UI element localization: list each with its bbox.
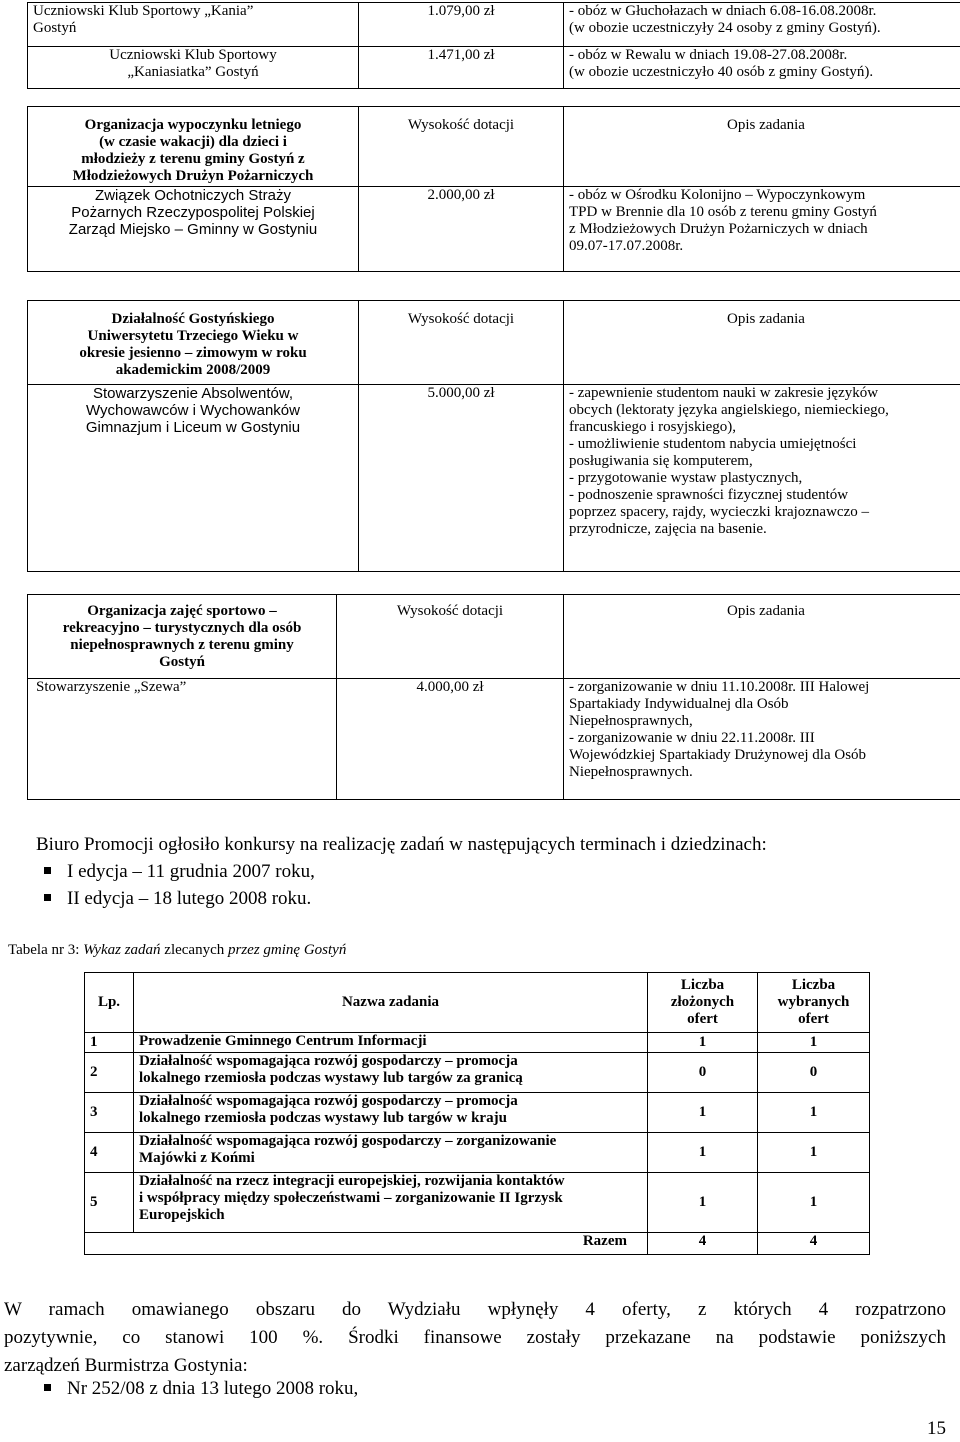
table-header-row — [85, 973, 870, 1033]
submitted-cell: 1 — [648, 1133, 758, 1173]
section-title: Organizacja wypoczynku letniego (w czasie wakacji) dla dzieci i młodzieży z terenu gminy Gostyń z Młodzieżowych Drużyn Pożarniczych — [28, 107, 359, 187]
total-row — [85, 1233, 870, 1255]
decree-item: Nr 252/08 z dnia 13 lutego 2008 roku, — [44, 1378, 358, 1400]
selected-offers-header: Liczba wybranych ofert — [758, 973, 870, 1033]
selected-cell: 1 — [758, 1173, 870, 1233]
description-header: Opis zadania — [564, 301, 960, 385]
tasks-table — [84, 972, 870, 1255]
selected-cell: 0 — [758, 1053, 870, 1093]
lp-cell: 3 — [85, 1093, 134, 1133]
intro-paragraph: Biuro Promocji ogłosiło konkursy na realizację zadań w następujących terminach i dziedzinach: — [36, 834, 767, 855]
org-cell: Stowarzyszenie „Szewa” — [28, 679, 337, 800]
square-bullet-icon — [44, 1384, 51, 1391]
submitted-offers-header: Liczba złożonych ofert — [648, 973, 758, 1033]
lp-header: Lp. — [85, 973, 134, 1033]
selected-cell: 1 — [758, 1093, 870, 1133]
lp-cell: 2 — [85, 1053, 134, 1093]
description-header: Opis zadania — [564, 595, 960, 679]
square-bullet-icon — [44, 894, 51, 901]
amount-cell: 5.000,00 zł — [359, 385, 564, 572]
description-cell: - obóz w Ośrodku Kolonijno – Wypoczynkowym TPD w Brennie dla 10 osób z terenu gminy Gostyń z Młodzieżowych Drużyn Pożarniczych w dniach 09.07-17.07.2008r. — [564, 187, 960, 272]
amount-cell: 2.000,00 zł — [359, 187, 564, 272]
submitted-cell: 1 — [648, 1093, 758, 1133]
description-cell: - obóz w Głuchołazach w dniach 6.08-16.08.2008r. (w obozie uczestniczyły 24 osoby z gminy Gostyń). — [564, 3, 960, 47]
total-label: Razem — [85, 1233, 648, 1255]
amount-header: Wysokość dotacji — [359, 107, 564, 187]
org-cell: Stowarzyszenie Absolwentów, Wychowawców i Wychowanków Gimnazjum i Liceum w Gostyniu — [28, 385, 359, 572]
amount-header: Wysokość dotacji — [359, 301, 564, 385]
description-header: Opis zadania — [564, 107, 960, 187]
grant-section-university — [27, 300, 960, 572]
amount-header: Wysokość dotacji — [337, 595, 564, 679]
table-row — [85, 1033, 870, 1053]
table-row — [85, 1093, 870, 1133]
task-name-cell: Działalność wspomagająca rozwój gospodarczy – promocja lokalnego rzemiosła podczas wystawy lub targów w kraju — [134, 1093, 648, 1133]
table-row — [28, 385, 960, 572]
summary-paragraph: W ramach omawianego obszaru do Wydziału wpłynęły 4 oferty, z których 4 rozpatrzono pozytywnie, co stanowi 100 %. Środki finansowe zostały przekazane na podstawie poniższych zarządzeń Burmistrza Gostynia: — [4, 1299, 946, 1376]
table-row — [28, 47, 960, 89]
task-name-cell: Działalność na rzecz integracji europejskiej, rozwijania kontaktów i współpracy między społeczeństwami – zorganizowanie II Igrzysk Europejskich — [134, 1173, 648, 1233]
section-title: Organizacja zajęć sportowo – rekreacyjno – turystycznych dla osób niepełnosprawnych z terenu gminy Gostyń — [28, 595, 337, 679]
org-cell: Związek Ochotniczych Straży Pożarnych Rzeczypospolitej Polskiej Zarząd Miejsko – Gminny w Gostyniu — [28, 187, 359, 272]
table-caption: Tabela nr 3: Wykaz zadań zlecanych przez gminę Gostyń — [8, 942, 347, 958]
lp-cell: 4 — [85, 1133, 134, 1173]
description-cell: - zorganizowanie w dniu 11.10.2008r. III Halowej Spartakiady Indywidualnej dla Osób Niepełnosprawnych, - zorganizowanie w dniu 22.11.2008r. III Wojewódzkiej Spartakiady Drużynowej dla Osób Niepełnosprawnych. — [564, 679, 960, 800]
submitted-cell: 1 — [648, 1033, 758, 1053]
task-name-cell: Prowadzenie Gminnego Centrum Informacji — [134, 1033, 648, 1053]
section-header-row — [28, 107, 960, 187]
submitted-cell: 1 — [648, 1173, 758, 1233]
amount-cell: 4.000,00 zł — [337, 679, 564, 800]
table-row — [28, 187, 960, 272]
edition-item: I edycja – 11 grudnia 2007 roku, — [44, 861, 315, 883]
amount-cell: 1.471,00 zł — [359, 47, 564, 89]
org-cell: Uczniowski Klub Sportowy „Kania” Gostyń — [28, 3, 359, 47]
table-row — [28, 679, 960, 800]
section-header-row — [28, 595, 960, 679]
grant-section-disabled-sports — [27, 594, 960, 800]
edition-item: II edycja – 18 lutego 2008 roku. — [44, 888, 311, 910]
square-bullet-icon — [44, 867, 51, 874]
selected-cell: 1 — [758, 1033, 870, 1053]
selected-cell: 1 — [758, 1133, 870, 1173]
lp-cell: 5 — [85, 1173, 134, 1233]
amount-cell: 1.079,00 zł — [359, 3, 564, 47]
description-cell: - obóz w Rewalu w dniach 19.08-27.08.2008r. (w obozie uczestniczyło 40 osób z gminy Gostyń). — [564, 47, 960, 89]
table-row — [28, 3, 960, 47]
total-selected: 4 — [758, 1233, 870, 1255]
total-submitted: 4 — [648, 1233, 758, 1255]
section-title: Działalność Gostyńskiego Uniwersytetu Trzeciego Wieku w okresie jesienno – zimowym w roku akademickim 2008/2009 — [28, 301, 359, 385]
table-row — [85, 1053, 870, 1093]
org-cell: Uczniowski Klub Sportowy „Kaniasiatka” Gostyń — [28, 47, 359, 89]
task-name-cell: Działalność wspomagająca rozwój gospodarczy – promocja lokalnego rzemiosła podczas wystawy lub targów za granicą — [134, 1053, 648, 1093]
description-cell: - zapewnienie studentom nauki w zakresie języków obcych (lektoraty języka angielskiego, niemieckiego, francuskiego i rosyjskiego), - umożliwienie studentom nabycia umiejętności posługiwania się komputerem, - przygotowanie wystaw plastycznych, - podnoszenie sprawności fizycznej studentów poprzez spacery, rajdy, wycieczki krajoznawczo – przyrodnicze, zajęcia na basenie. — [564, 385, 960, 572]
section-header-row — [28, 301, 960, 385]
task-name-cell: Działalność wspomagająca rozwój gospodarczy – zorganizowanie Majówki z Końmi — [134, 1133, 648, 1173]
table-row — [85, 1133, 870, 1173]
grant-section-summer-camp — [27, 106, 960, 272]
lp-cell: 1 — [85, 1033, 134, 1053]
page-number: 15 — [927, 1418, 946, 1439]
task-name-header: Nazwa zadania — [134, 973, 648, 1033]
grants-table-continued — [27, 2, 960, 89]
submitted-cell: 0 — [648, 1053, 758, 1093]
table-row — [85, 1173, 870, 1233]
